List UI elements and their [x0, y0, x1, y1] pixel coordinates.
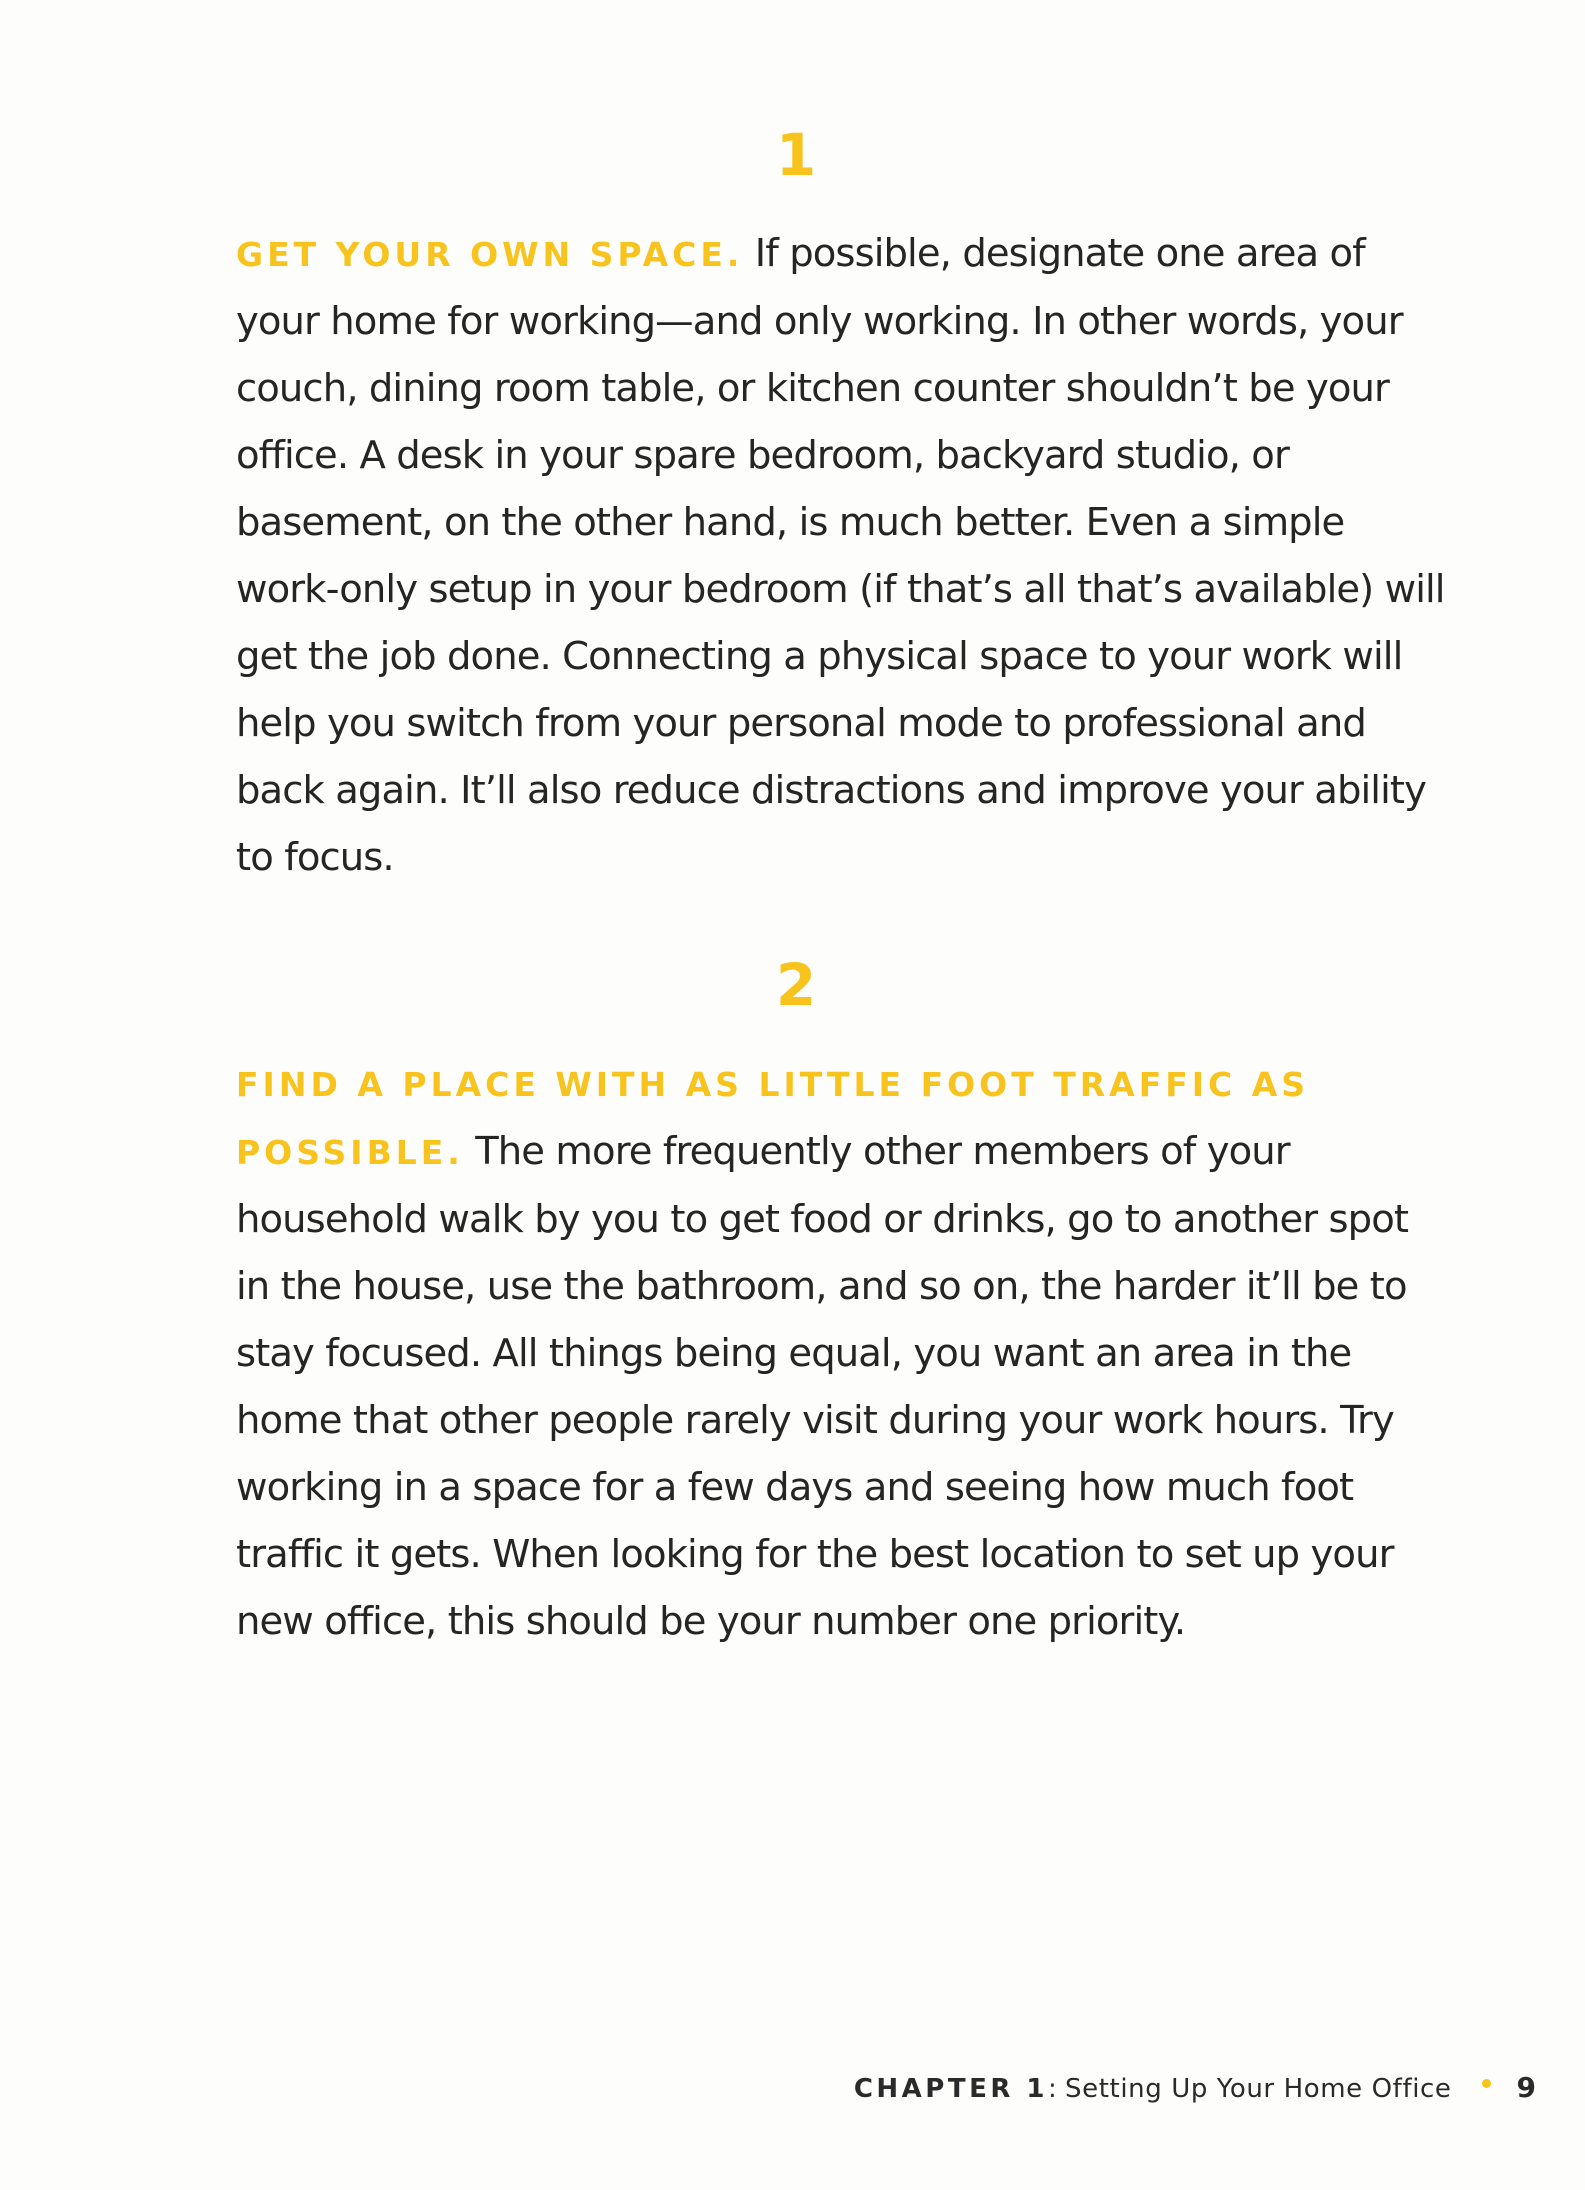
tip-section-2 — [236, 950, 1446, 1655]
tip-number: 1 — [775, 121, 817, 189]
tip-body: The more frequently other members of your household walk by you to get food or drinks, go to another spot in the house, use the bathroom, and so on, the harder it’ll be to stay focused. All things being equal, you want an area in the home that other people rarely visit during your work hours. Try working in a space for a few days and seeing how much foot traffic it gets. When looking for the best location to set up your new office, this should be your number one priority. — [236, 1129, 1409, 1644]
chapter-title: Setting Up Your Home Office — [1065, 2074, 1452, 2104]
tip-paragraph — [236, 1050, 1446, 1655]
chapter-label: CHAPTER 1 — [853, 2074, 1049, 2104]
chapter-separator: : — [1048, 2074, 1057, 2104]
tip-paragraph — [236, 220, 1446, 891]
tip-body: If possible, designate one area of your home for working—and only working. In other words, your couch, dining room table, or kitchen counter shouldn’t be your office. A desk in your spare bedroom, backyard studio, or basement, on the other hand, is much better. Even a simple work-only setup in your bedroom (if that’s all that’s available) will get the job done. Connecting a physical space to your work will help you switch from your personal mode to professional and back again. It’ll also reduce distractions and improve your ability to focus. — [236, 231, 1445, 880]
bullet-dot-icon — [1482, 2079, 1491, 2088]
tip-heading: GET YOUR OWN SPACE. — [236, 235, 744, 274]
page-footer — [0, 2070, 1536, 2107]
tip-number: 2 — [775, 951, 817, 1019]
page-number: 9 — [1516, 2071, 1536, 2104]
tip-section-1 — [236, 120, 1446, 891]
tip-heading: FIND A PLACE WITH AS LITTLE FOOT TRAFFIC AS POSSIBLE. — [236, 1065, 1310, 1172]
